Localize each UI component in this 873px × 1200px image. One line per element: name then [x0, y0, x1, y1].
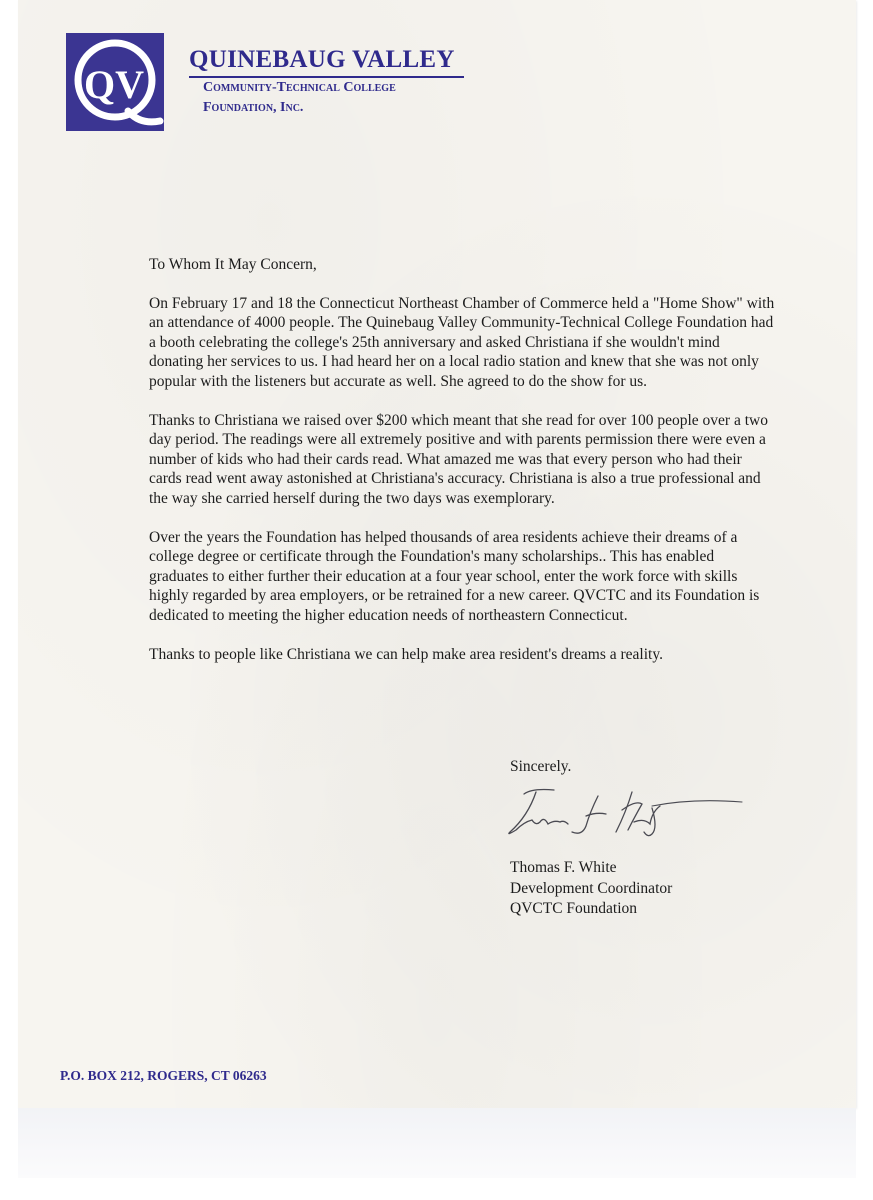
org-name: QUINEBAUG VALLEY — [189, 46, 455, 73]
signature-block — [510, 858, 672, 920]
paragraph-2: Thanks to Christiana we raised over $200 which meant that she read for over 100 people over a two day period. The readings were all extremely positive and with parents permission there were even a number of kids who had their cards read. What amazed me was that every person who had their cards read went away astonished at Christiana's accuracy. Christiana is also a true professional and the way she carried herself during the two days was exemplorary. — [149, 411, 768, 507]
footer-address: P.O. BOX 212, ROGERS, CT 06263 — [60, 1068, 267, 1083]
letterhead-rule — [189, 76, 464, 78]
signer-name: Thomas F. White — [510, 859, 617, 876]
closing: Sincerely. — [510, 758, 572, 775]
qv-logo — [66, 33, 164, 131]
org-suffix: Foundation, Inc. — [203, 100, 304, 115]
paragraph-1: On February 17 and 18 the Connecticut Northeast Chamber of Commerce held a "Home Show" with an attendance of 4000 people. The Quinebaug Valley Community-Technical College Foundation had a booth celebrating the college's 25th anniversary and asked Christiana if she wouldn't mind donating her services to us. I had heard her on a local radio station and knew that she was not only popular with the listeners but accurate as well. She agreed to do the show for us. — [149, 294, 775, 390]
org-subtitle: Community-Technical College — [203, 80, 396, 95]
logo-letters: QV — [84, 62, 144, 107]
salutation: To Whom It May Concern, — [149, 256, 317, 273]
signer-organization: QVCTC Foundation — [510, 900, 638, 917]
scan-margin — [18, 1108, 856, 1178]
letter-body — [149, 255, 775, 683]
handwritten-signature — [502, 782, 752, 844]
paragraph-4: Thanks to people like Christiana we can help make area resident's dreams a reality. — [149, 645, 663, 663]
signer-title: Development Coordinator — [510, 879, 673, 897]
paragraph-3: Over the years the Foundation has helped thousands of area residents achieve their dreams of a college degree or certificate through the Foundation's many scholarships.. This has enabled graduates to either further their education at a four year school, enter the work force with skills highly regarded by area employers, or be retrained for a new career. QVCTC and its Foundation is dedicated to meeting the higher education needs of northeastern Connecticut. — [149, 528, 760, 624]
